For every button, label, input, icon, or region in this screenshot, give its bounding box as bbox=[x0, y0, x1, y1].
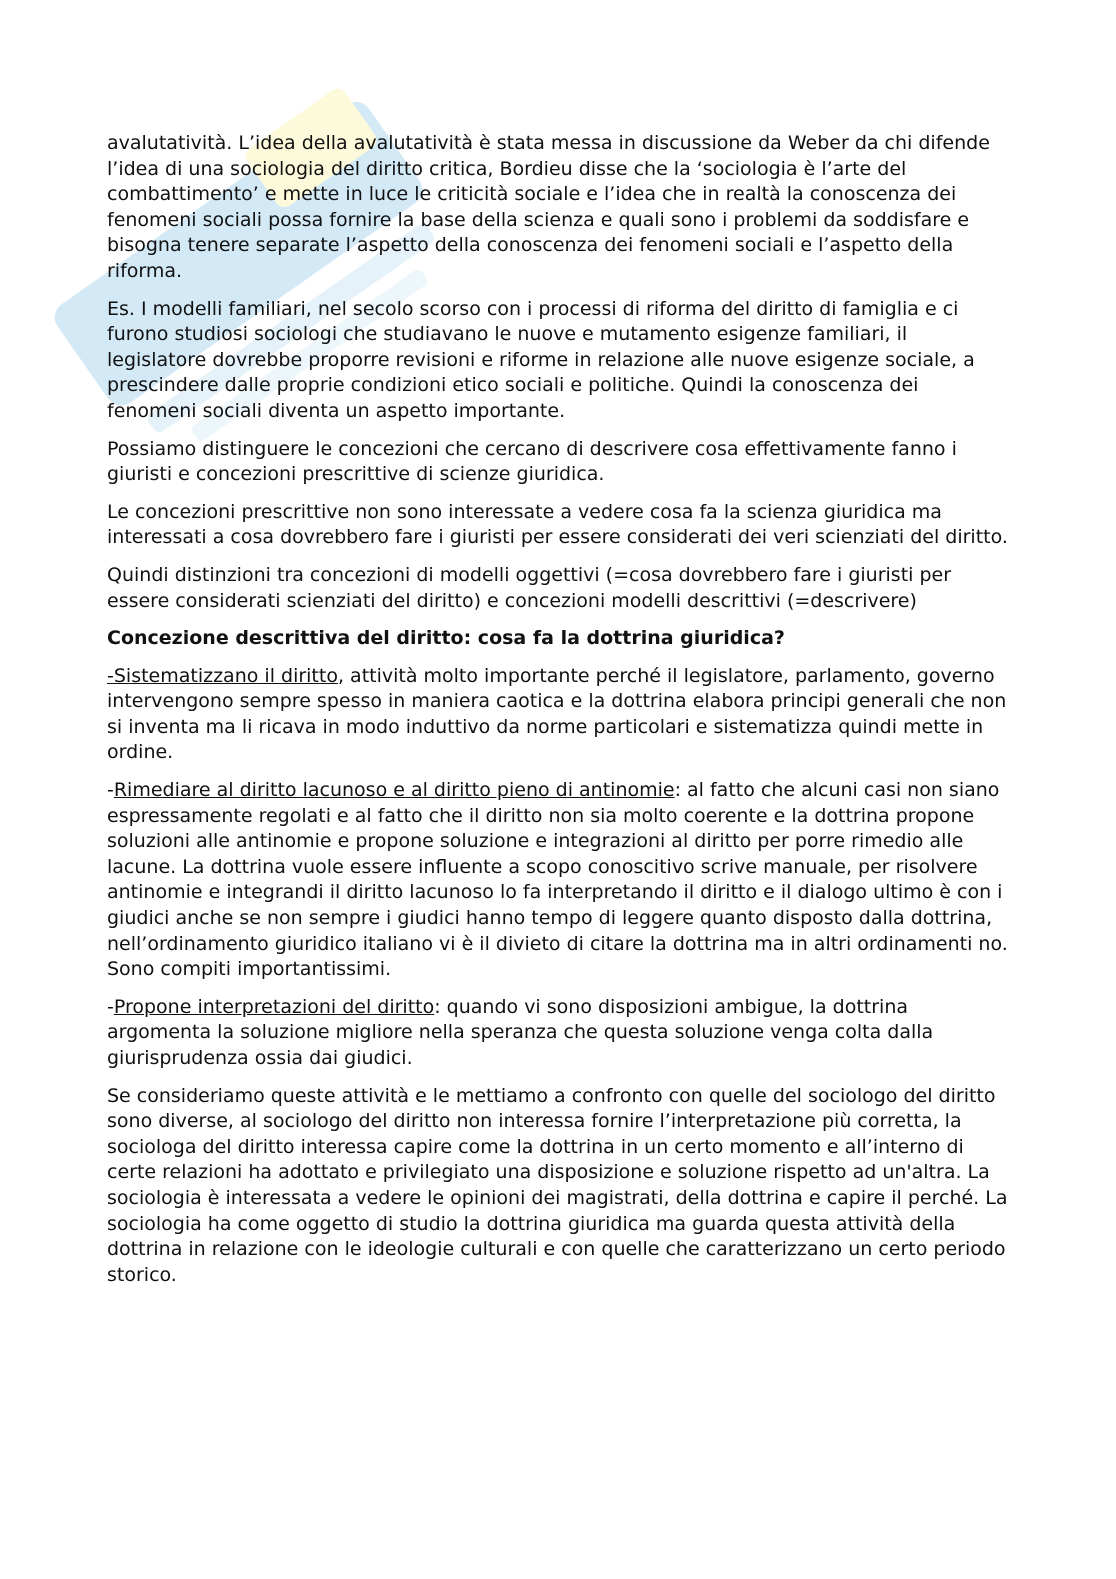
list-item bbox=[107, 995, 1012, 1072]
list-item bbox=[107, 778, 1012, 983]
item-prefix: - bbox=[107, 995, 114, 1018]
paragraph: Es. I modelli familiari, nel secolo scorso con i processi di riforma del diritto di famiglia e ci furono studiosi sociologi che studiavano le nuove e mutamento esigenze familiari, il legislatore dovrebbe proporre revisioni e riforme in relazione alle nuove esigenze sociale, a prescindere dalle proprie condizioni etico sociali e politiche. Quindi la conoscenza dei fenomeni sociali diventa un aspetto importante. bbox=[107, 297, 975, 422]
paragraph: avalutatività. L’idea della avalutatività è stata messa in discussione da Weber da chi difende l’idea di una sociologia del diritto critica, Bordieu disse che la ‘sociologia è l’arte del combattimento’ e mette in luce le criticità sociale e l’idea che in realtà la conoscenza dei fenomeni sociali possa fornire la base della scienza e quali sono i problemi da soddisfare e bisogna tenere separate l’aspetto della conoscenza dei fenomeni sociali e l’aspetto della riforma. bbox=[107, 132, 990, 282]
item-title: -Sistematizzano il diritto bbox=[107, 664, 338, 687]
item-title: Propone interpretazioni del diritto bbox=[113, 995, 435, 1018]
item-prefix: - bbox=[107, 779, 114, 802]
paragraph: Quindi distinzioni tra concezioni di modelli oggettivi (=cosa dovrebbero fare i giuristi per essere considerati scienziati del diritto) e concezioni modelli descrittivi (=descrivere) bbox=[107, 563, 952, 612]
list-item bbox=[107, 664, 1012, 766]
item-text: : al fatto che alcuni casi non siano espressamente regolati e al fatto che il diritto non sia molto coerente e la dottrina propone soluzioni alle antinomie e propone soluzione e integrazioni al diritto per porre rimedio alle lacune. La dottrina vuole essere influente a scopo conoscitivo scrive manuale, per risolvere antinomie e integrandi il diritto lacunoso lo fa interpretando il diritto e il dialogo ultimo è con i giudici anche se non sempre i giudici hanno tempo di leggere quanto disposto dalla dottrina, nell’ordinamento giuridico italiano vi è il divieto di citare la dottrina ma in altri ordinamenti no. Sono compiti importantissimi. bbox=[107, 779, 1008, 981]
paragraph: Possiamo distinguere le concezioni che cercano di descrivere cosa effettivamente fanno i giuristi e concezioni prescrittive di scienze giuridica. bbox=[107, 437, 957, 486]
document-body bbox=[107, 131, 1012, 1300]
section-heading: Concezione descrittiva del diritto: cosa fa la dottrina giuridica? bbox=[107, 627, 785, 650]
item-text: : quando vi sono disposizioni ambigue, la dottrina argomenta la soluzione migliore nella speranza che questa soluzione venga colta dalla giurisprudenza ossia dai giudici. bbox=[107, 995, 934, 1069]
item-title: Rimediare al diritto lacunoso e al diritto pieno di antinomie bbox=[113, 779, 675, 802]
paragraph: Le concezioni prescrittive non sono interessate a vedere cosa fa la scienza giuridica ma interessati a cosa dovrebbero fare i giuristi per essere considerati dei veri scienziati del diritto. bbox=[107, 500, 1008, 549]
item-text: , attività molto importante perché il legislatore, parlamento, governo intervengono sempre spesso in maniera caotica e la dottrina elabora principi generali che non si inventa ma li ricava in modo induttivo da norme particolari e sistematizza quindi mette in ordine. bbox=[107, 664, 1007, 764]
closing-paragraph: Se consideriamo queste attività e le mettiamo a confronto con quelle del sociologo del diritto sono diverse, al sociologo del diritto non interessa fornire l’interpretazione più corretta, la sociologa del diritto interessa capire come la dottrina in un certo momento e all’interno di certe relazioni ha adottato e privilegiato una disposizione e soluzione rispetto ad un'altra. La sociologia è interessata a vedere le opinioni dei magistrati, della dottrina e capire il perché. La sociologia ha come oggetto di studio la dottrina giuridica ma guarda questa attività della dottrina in relazione con le ideologie culturali e con quelle che caratterizzano un certo periodo storico. bbox=[107, 1084, 1008, 1286]
